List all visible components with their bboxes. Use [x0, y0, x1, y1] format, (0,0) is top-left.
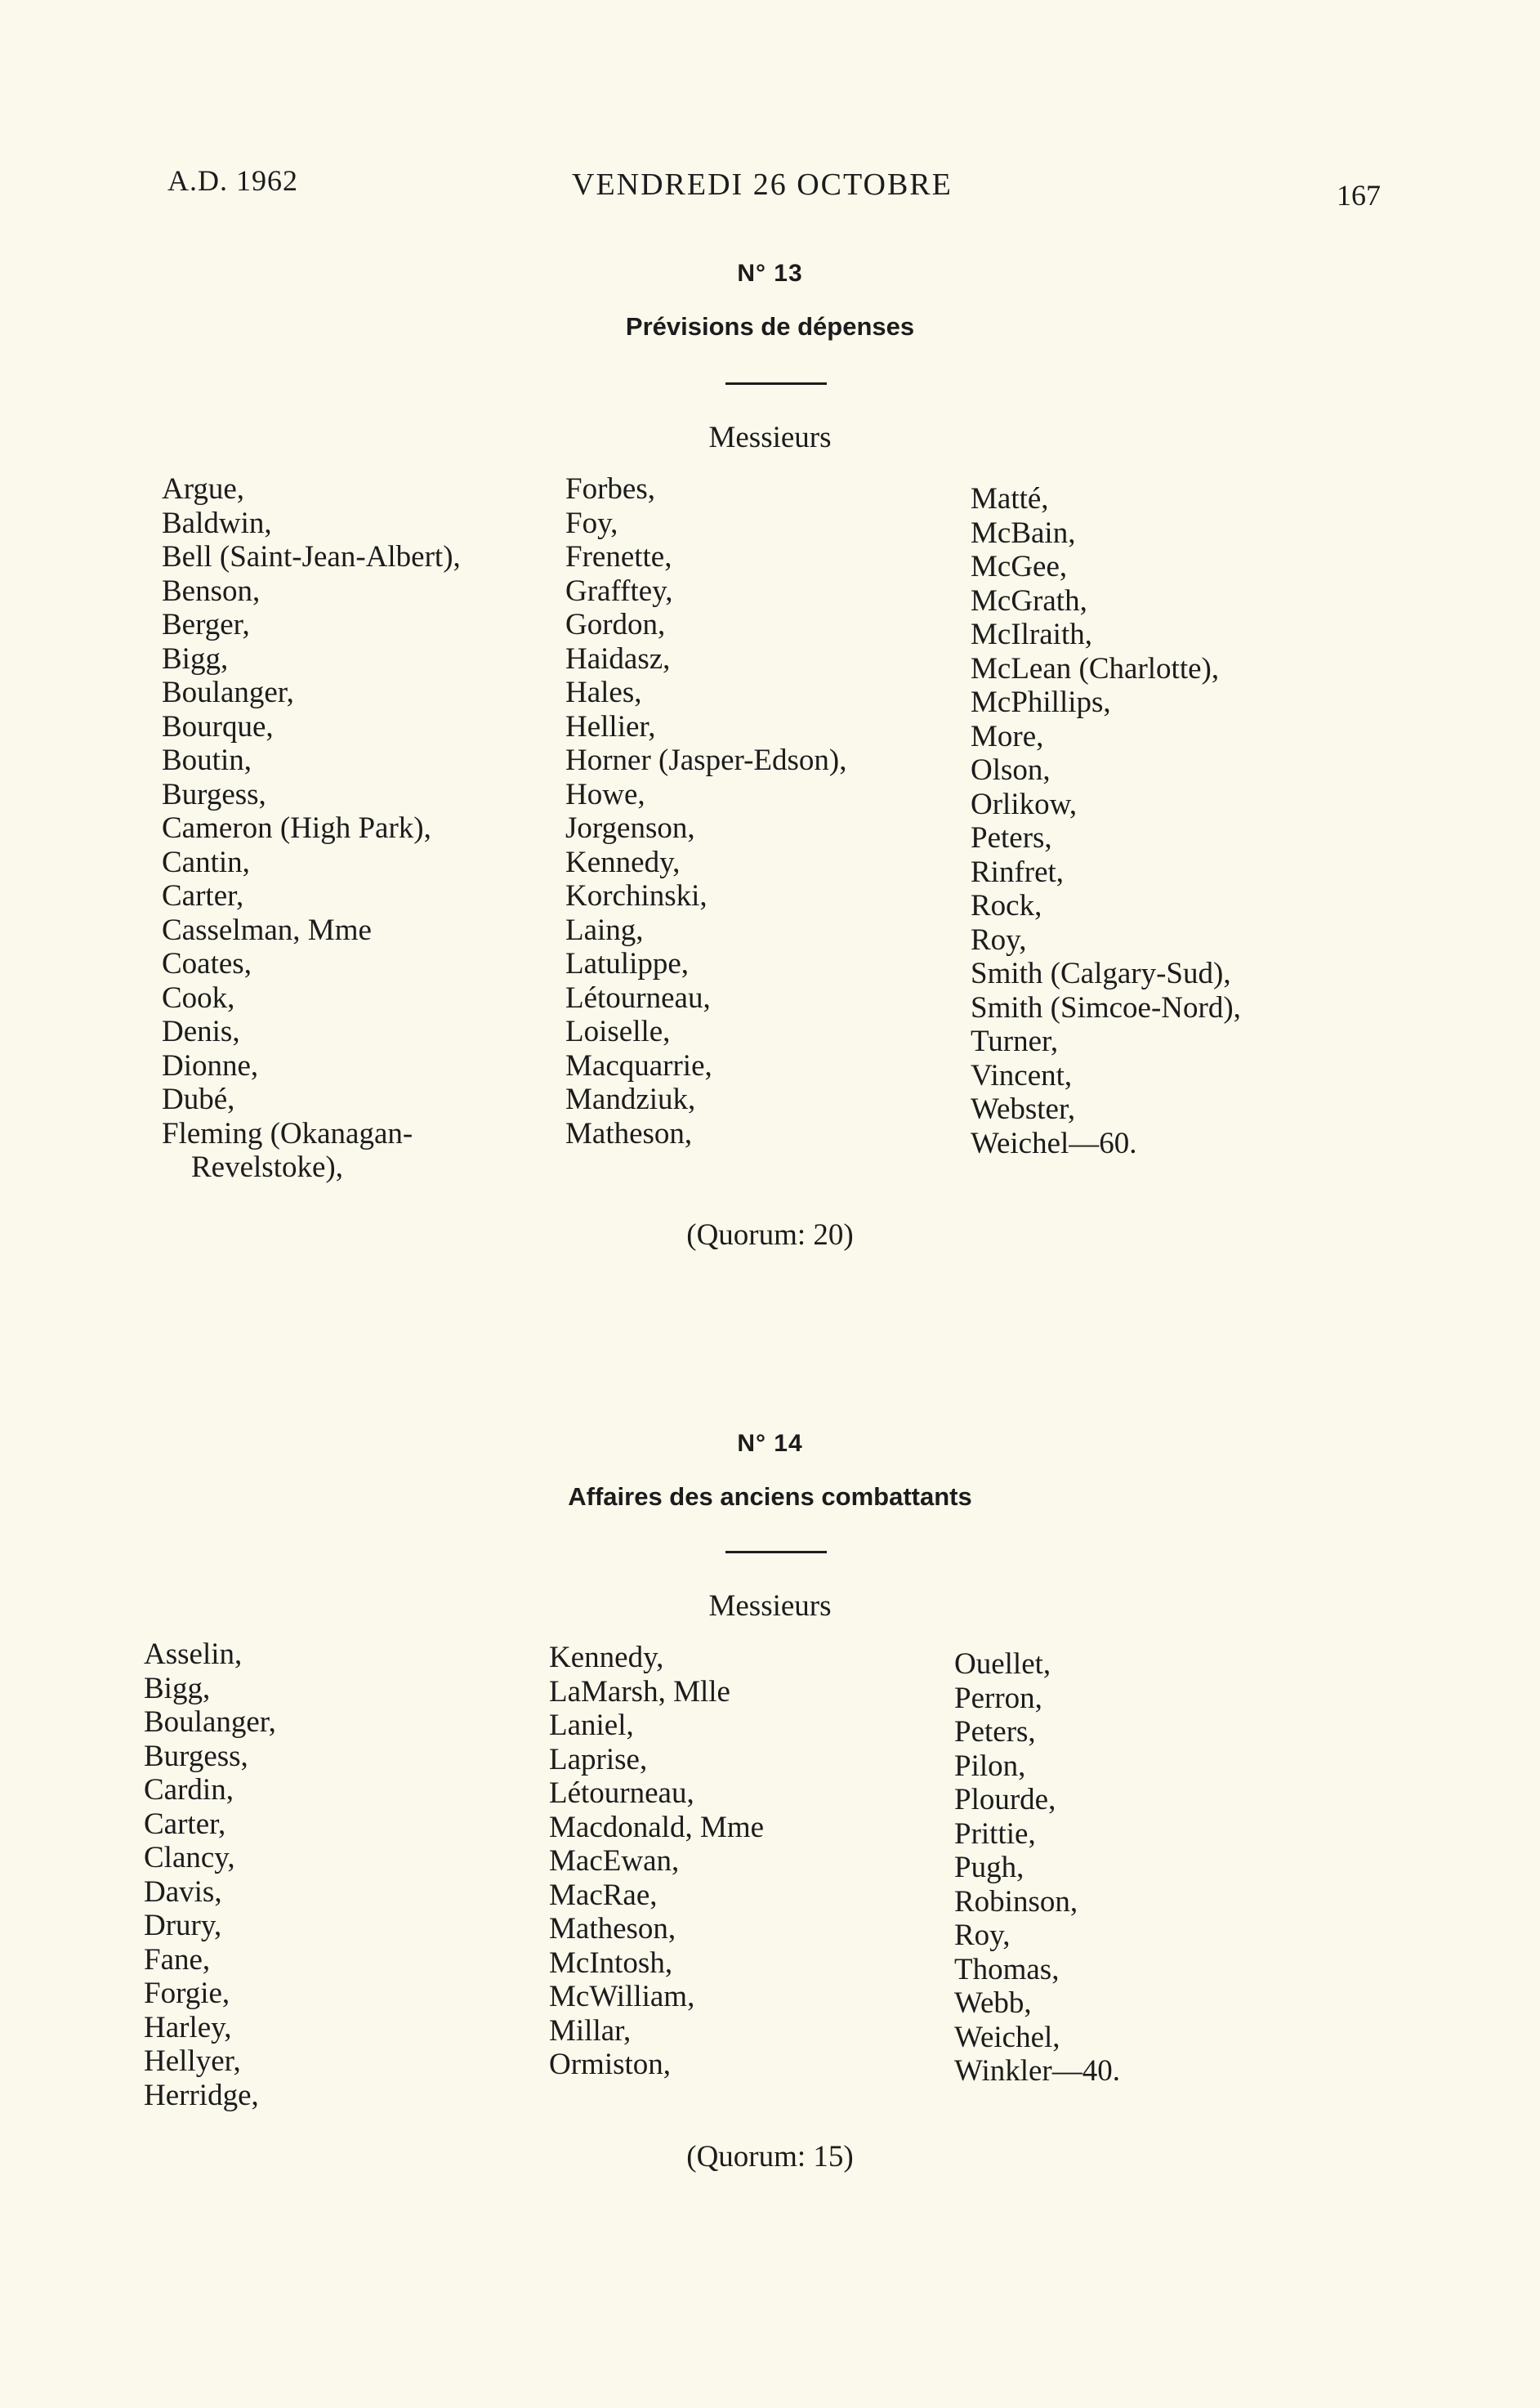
messieurs-heading: Messieurs: [708, 1589, 832, 1623]
member-name: McLean (Charlotte),: [971, 651, 1220, 686]
member-name: Matté,: [971, 482, 1049, 516]
member-name: Davis,: [144, 1874, 222, 1909]
committee-number: N° 13: [737, 260, 803, 287]
page-header: [0, 163, 1540, 212]
member-name: McGrath,: [971, 583, 1087, 618]
member-name: Hellier,: [565, 709, 656, 744]
member-name: Argue,: [162, 472, 245, 506]
member-name: McIntosh,: [549, 1946, 673, 1980]
member-name: Cook,: [162, 981, 235, 1015]
member-name: Pilon,: [954, 1749, 1026, 1783]
member-name: Benson,: [162, 574, 261, 608]
header-year: A.D. 1962: [167, 164, 298, 197]
member-name: Ouellet,: [954, 1647, 1051, 1681]
member-name: Millar,: [549, 2013, 632, 2048]
member-name: Prittie,: [954, 1816, 1036, 1851]
member-name: Cantin,: [162, 845, 250, 879]
member-name: Létourneau,: [549, 1776, 694, 1810]
member-name: Roy,: [954, 1919, 1011, 1952]
member-name: Plourde,: [954, 1783, 1056, 1816]
member-name: Burgess,: [144, 1739, 248, 1773]
member-column-1: [144, 1637, 276, 2112]
member-name: Korchinski,: [565, 879, 708, 913]
member-name: Roy,: [971, 923, 1027, 957]
member-name: Rinfret,: [971, 855, 1065, 889]
member-name: LaMarsh, Mlle: [549, 1674, 730, 1709]
member-name: Cameron (High Park),: [162, 811, 431, 845]
member-name: Horner (Jasper-Edson),: [565, 744, 847, 777]
member-name: Boulanger,: [144, 1705, 276, 1739]
member-name: Vincent,: [971, 1058, 1073, 1092]
member-name: Asselin,: [144, 1637, 243, 1671]
member-name: Robinson,: [954, 1884, 1078, 1919]
member-name: Turner,: [971, 1025, 1059, 1058]
member-name: Dubé,: [162, 1083, 235, 1116]
member-name: Webb,: [954, 1986, 1032, 2020]
member-name: Jorgenson,: [565, 811, 695, 845]
member-name: McPhillips,: [971, 686, 1111, 719]
member-name: Fleming (Okanagan-: [162, 1116, 413, 1150]
member-name: Rock,: [971, 889, 1042, 923]
member-name: Kennedy,: [565, 845, 681, 879]
member-name: Haidasz,: [565, 641, 671, 676]
member-name: Harley,: [144, 2010, 232, 2044]
member-name: Winkler—40.: [954, 2054, 1120, 2088]
member-name: Foy,: [565, 506, 618, 540]
member-name: Coates,: [162, 947, 252, 981]
member-name: Ormiston,: [549, 2048, 672, 2081]
member-column-1: [162, 472, 461, 1185]
member-name: McWilliam,: [549, 1980, 695, 2013]
member-name: Burgess,: [162, 777, 266, 811]
member-column-3: [971, 482, 1241, 1160]
member-column-2: [565, 472, 846, 1150]
member-name: Matheson,: [549, 1912, 676, 1946]
committee-number: N° 14: [737, 1430, 803, 1457]
member-name-continued: Revelstoke),: [191, 1150, 343, 1184]
member-name: Olson,: [971, 753, 1051, 787]
member-name: Orlikow,: [971, 787, 1078, 821]
member-name: Dionne,: [162, 1048, 259, 1083]
member-name: Macquarrie,: [565, 1048, 712, 1083]
member-name: Hellyer,: [144, 2044, 241, 2078]
member-name: Frenette,: [565, 540, 672, 574]
member-name: Gordon,: [565, 608, 666, 641]
member-name: Laprise,: [549, 1742, 648, 1776]
member-name: Smith (Calgary-Sud),: [971, 957, 1231, 990]
member-name: Cardin,: [144, 1773, 234, 1807]
member-name: Bigg,: [162, 641, 229, 676]
member-name: Perron,: [954, 1681, 1042, 1715]
member-name: More,: [971, 719, 1044, 753]
member-name: Carter,: [162, 879, 244, 913]
member-name: McGee,: [971, 550, 1068, 583]
member-name: Howe,: [565, 777, 645, 811]
member-name: Forbes,: [565, 472, 655, 506]
member-name: Laniel,: [549, 1709, 634, 1742]
member-name: Mandziuk,: [565, 1083, 696, 1116]
member-name: Latulippe,: [565, 947, 690, 981]
member-column-2: [549, 1641, 764, 2082]
quorum-note: (Quorum: 20): [686, 1218, 854, 1252]
member-name: Bourque,: [162, 709, 274, 744]
committee-title: Prévisions de dépenses: [625, 312, 915, 341]
messieurs-heading: Messieurs: [708, 421, 832, 454]
member-name: Peters,: [971, 821, 1052, 855]
member-name: MacEwan,: [549, 1844, 680, 1878]
member-name: Matheson,: [565, 1116, 693, 1150]
member-name: Boutin,: [162, 744, 252, 777]
member-column-3: [954, 1647, 1120, 2089]
member-name: Fane,: [144, 1942, 211, 1977]
member-name: McBain,: [971, 516, 1076, 550]
page-number: 167: [1337, 179, 1381, 212]
member-name: Kennedy,: [549, 1641, 664, 1674]
member-name: Loiselle,: [565, 1015, 671, 1048]
committee-title: Affaires des anciens combattants: [568, 1482, 972, 1511]
member-name: Casselman, Mme: [162, 913, 372, 947]
header-date: VENDREDI 26 OCTOBRE: [572, 168, 953, 202]
member-name: Weichel,: [954, 2020, 1060, 2054]
member-name: Carter,: [144, 1807, 226, 1841]
divider-rule: [725, 1551, 827, 1553]
member-name: Herridge,: [144, 2078, 259, 2112]
member-name: Hales,: [565, 676, 642, 709]
member-name: Peters,: [954, 1715, 1036, 1749]
member-name: Létourneau,: [565, 981, 711, 1015]
member-name: Weichel—60.: [971, 1126, 1137, 1160]
quorum-note: (Quorum: 15): [686, 2140, 854, 2173]
member-name: Bigg,: [144, 1671, 211, 1705]
member-name: Webster,: [971, 1092, 1076, 1126]
member-name: Smith (Simcoe-Nord),: [971, 990, 1241, 1025]
member-name: Laing,: [565, 913, 644, 947]
member-name: Clancy,: [144, 1841, 235, 1874]
member-name: Boulanger,: [162, 676, 294, 709]
member-name: Pugh,: [954, 1851, 1024, 1884]
member-name: Grafftey,: [565, 574, 673, 608]
member-name: Denis,: [162, 1015, 240, 1048]
member-name: Bell (Saint-Jean-Albert),: [162, 540, 461, 574]
member-name: Baldwin,: [162, 506, 272, 540]
member-name: Berger,: [162, 608, 250, 641]
divider-rule: [725, 382, 827, 385]
member-name: Forgie,: [144, 1977, 230, 2010]
member-name: McIlraith,: [971, 618, 1092, 651]
member-name: Macdonald, Mme: [549, 1810, 765, 1844]
member-name: Thomas,: [954, 1952, 1060, 1986]
member-name: MacRae,: [549, 1878, 658, 1912]
member-name: Drury,: [144, 1909, 222, 1942]
